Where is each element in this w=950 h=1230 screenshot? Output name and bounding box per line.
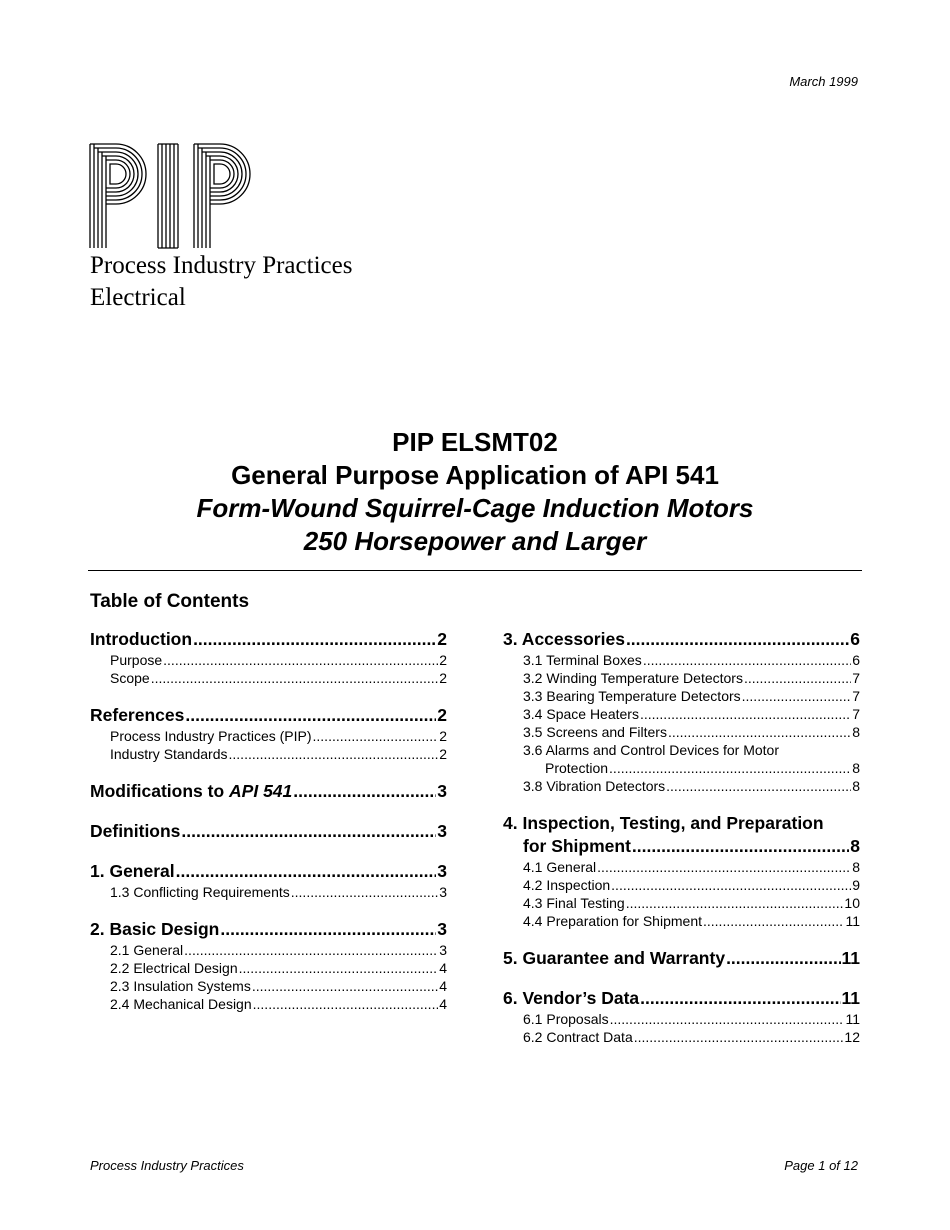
toc-entry-basic-design[interactable]: 2. Basic Design ..... 3 [90, 918, 447, 941]
toc-heading: Table of Contents [90, 591, 250, 612]
toc-entry-inspection-line2[interactable]: for Shipment ..... 8 [503, 835, 860, 858]
toc-entry-vendors-data[interactable]: 6. Vendor’s Data ..... 11 [503, 987, 860, 1010]
title-divider [88, 570, 862, 571]
toc-entry-inspection-line1[interactable]: 4. Inspection, Testing, and Preparation [503, 813, 824, 833]
toc-entry-6-1[interactable]: 6.1 Proposals ..... 11 [503, 1010, 860, 1028]
toc-entry-modifications[interactable]: Modifications to API 541 ..... 3 [90, 780, 447, 803]
toc-entry-pip[interactable]: Process Industry Practices (PIP) ..... 2 [90, 727, 447, 745]
toc-entry-3-5[interactable]: 3.5 Screens and Filters ..... 8 [503, 723, 860, 741]
toc-entry-3-6-line2[interactable]: Protection ..... 8 [503, 759, 860, 777]
toc-entry-4-3[interactable]: 4.3 Final Testing ..... 10 [503, 894, 860, 912]
org-line-2: Electrical [90, 284, 186, 311]
toc-entry-scope[interactable]: Scope ..... 2 [90, 669, 447, 687]
toc-entry-references[interactable]: References ..... 2 [90, 704, 447, 727]
toc-entry-conflicting-requirements[interactable]: 1.3 Conflicting Requirements ..... 3 [90, 883, 447, 901]
title-line-4: 250 Horsepower and Larger [303, 526, 647, 556]
toc-entry-2-3[interactable]: 2.3 Insulation Systems ..... 4 [90, 977, 447, 995]
toc-entry-3-2[interactable]: 3.2 Winding Temperature Detectors ..... 7 [503, 669, 860, 687]
toc-entry-general[interactable]: 1. General ..... 3 [90, 860, 447, 883]
toc-entry-3-6-line1[interactable]: 3.6 Alarms and Control Devices for Motor [523, 742, 779, 758]
toc-entry-guarantee[interactable]: 5. Guarantee and Warranty ..... 11 [503, 947, 860, 970]
toc-entry-3-1[interactable]: 3.1 Terminal Boxes ..... 6 [503, 651, 860, 669]
toc-entry-industry-standards[interactable]: Industry Standards ..... 2 [90, 745, 447, 763]
toc-entry-definitions[interactable]: Definitions ..... 3 [90, 820, 447, 843]
toc-entry-3-3[interactable]: 3.3 Bearing Temperature Detectors ..... 7 [503, 687, 860, 705]
pip-logo [88, 142, 258, 255]
document-title [0, 426, 950, 558]
title-code: PIP ELSMT02 [392, 427, 558, 457]
toc-entry-6-2[interactable]: 6.2 Contract Data ..... 12 [503, 1028, 860, 1046]
org-line-1: Process Industry Practices [90, 252, 353, 279]
toc-entry-4-2[interactable]: 4.2 Inspection ..... 9 [503, 876, 860, 894]
document-date: March 1999 [789, 74, 858, 89]
toc-entry-accessories[interactable]: 3. Accessories ..... 6 [503, 628, 860, 651]
title-line-2: General Purpose Application of API 541 [231, 460, 719, 490]
toc-entry-purpose[interactable]: Purpose ..... 2 [90, 651, 447, 669]
toc-entry-4-4[interactable]: 4.4 Preparation for Shipment ..... 11 [503, 912, 860, 930]
toc-entry-4-1[interactable]: 4.1 General ..... 8 [503, 858, 860, 876]
footer-page-number: Page 1 of 12 [784, 1158, 858, 1173]
toc-left-column [90, 628, 447, 1013]
pip-logo-icon [88, 142, 258, 250]
toc-entry-2-1[interactable]: 2.1 General ..... 3 [90, 941, 447, 959]
toc-entry-2-2[interactable]: 2.2 Electrical Design ..... 4 [90, 959, 447, 977]
toc-entry-3-4[interactable]: 3.4 Space Heaters ..... 7 [503, 705, 860, 723]
toc-entry-introduction[interactable]: Introduction ..... 2 [90, 628, 447, 651]
toc-entry-3-8[interactable]: 3.8 Vibration Detectors ..... 8 [503, 777, 860, 795]
footer-publisher: Process Industry Practices [90, 1158, 244, 1173]
toc-right-column [503, 628, 860, 1046]
organization-name [90, 250, 352, 314]
title-line-3: Form-Wound Squirrel-Cage Induction Motors [196, 493, 754, 523]
toc-entry-2-4[interactable]: 2.4 Mechanical Design ..... 4 [90, 995, 447, 1013]
